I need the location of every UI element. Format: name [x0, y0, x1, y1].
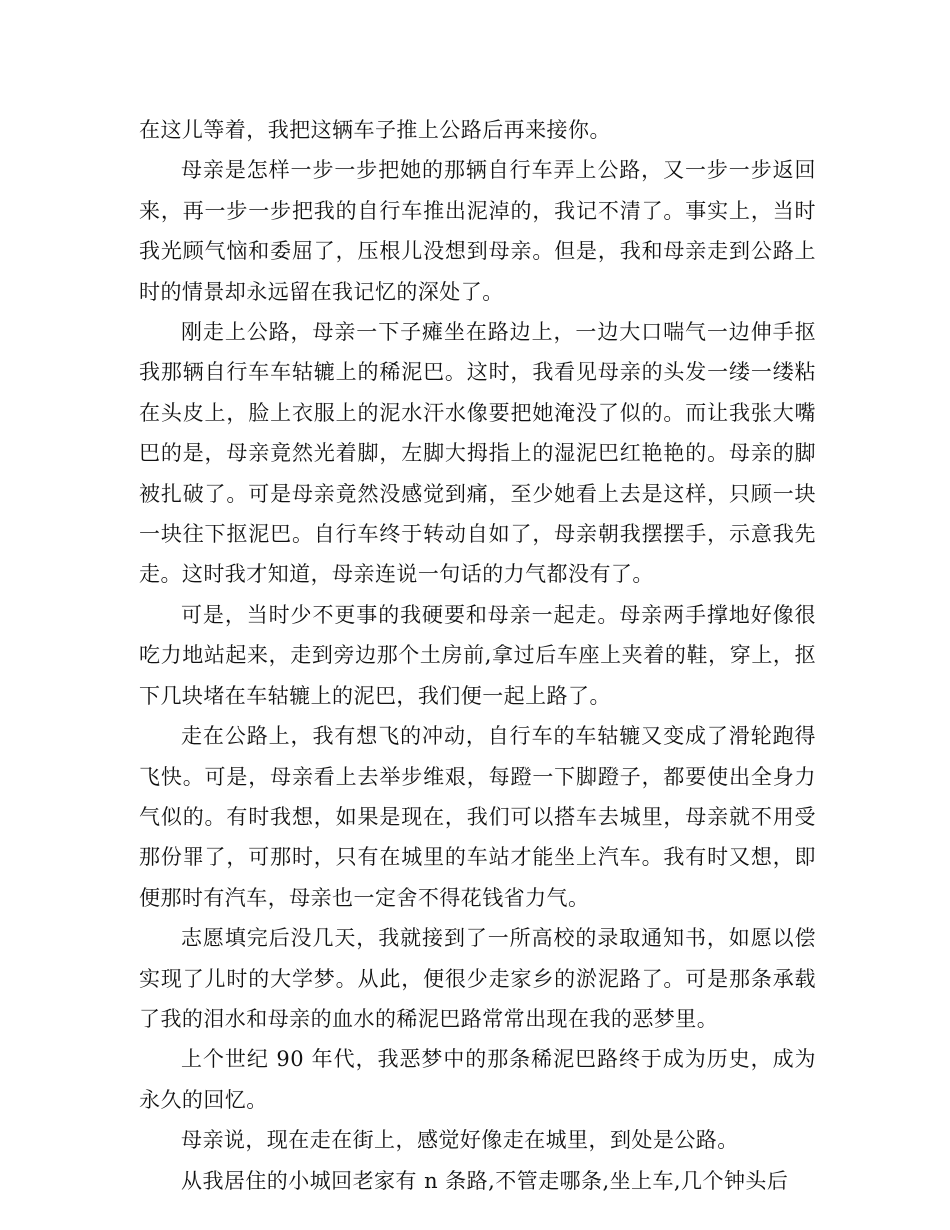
paragraph: 上个世纪 90 年代，我恶梦中的那条稀泥巴路终于成为历史，成为永久的回忆。 [139, 1047, 816, 1112]
article-body [139, 110, 816, 1201]
paragraph: 刚走上公路，母亲一下子瘫坐在路边上，一边大口喘气一边伸手抠我那辆自行车车轱辘上的稀泥巴。这时，我看见母亲的头发一缕一缕粘在头皮上，脸上衣服上的泥水汗水像要把她淹没了似的。而让我张大嘴巴的是，母亲竟然光着脚，左脚大拇指上的湿泥巴红艳艳的。母亲的脚被扎破了。可是母亲竟然没感觉到痛，至少她看上去是这样，只顾一块一块往下抠泥巴。自行车终于转动自如了，母亲朝我摆摆手，示意我先走。这时我才知道，母亲连说一句话的力气都没有了。 [139, 320, 816, 587]
paragraph: 志愿填完后没几天，我就接到了一所高校的录取通知书，如愿以偿实现了儿时的大学梦。从此，便很少走家乡的淤泥路了。可是那条承载了我的泪水和母亲的血水的稀泥巴路常常出现在我的恶梦里。 [139, 926, 816, 1031]
paragraph: 走在公路上，我有想飞的冲动，自行车的车轱辘又变成了滑轮跑得飞快。可是，母亲看上去举步维艰，每蹬一下脚蹬子，都要使出全身力气似的。有时我想，如果是现在，我们可以搭车去城里，母亲就不用受那份罪了，可那时，只有在城里的车站才能坐上汽车。我有时又想，即便那时有汽车，母亲也一定舍不得花钱省力气。 [139, 724, 816, 910]
paragraph-continued: 在这儿等着，我把这辆车子推上公路后再来接你。 [139, 118, 611, 142]
paragraph: 可是，当时少不更事的我硬要和母亲一起走。母亲两手撑地好像很吃力地站起来，走到旁边那个土房前,拿过后车座上夹着的鞋，穿上，抠下几块堵在车轱辘上的泥巴，我们便一起上路了。 [139, 602, 816, 708]
paragraph: 母亲说，现在走在街上，感觉好像走在城里，到处是公路。 [181, 1128, 739, 1153]
paragraph: 从我居住的小城回老家有 n 条路,不管走哪条,坐上车,几个钟头后 [181, 1168, 789, 1193]
paragraph: 母亲是怎样一步一步把她的那辆自行车弄上公路，又一步一步返回来，再一步一步把我的自行车推出泥淖的，我记不清了。事实上，当时我光顾气恼和委屈了，压根儿没想到母亲。但是，我和母亲走到公路上时的情景却永远留在我记忆的深处了。 [139, 158, 816, 304]
